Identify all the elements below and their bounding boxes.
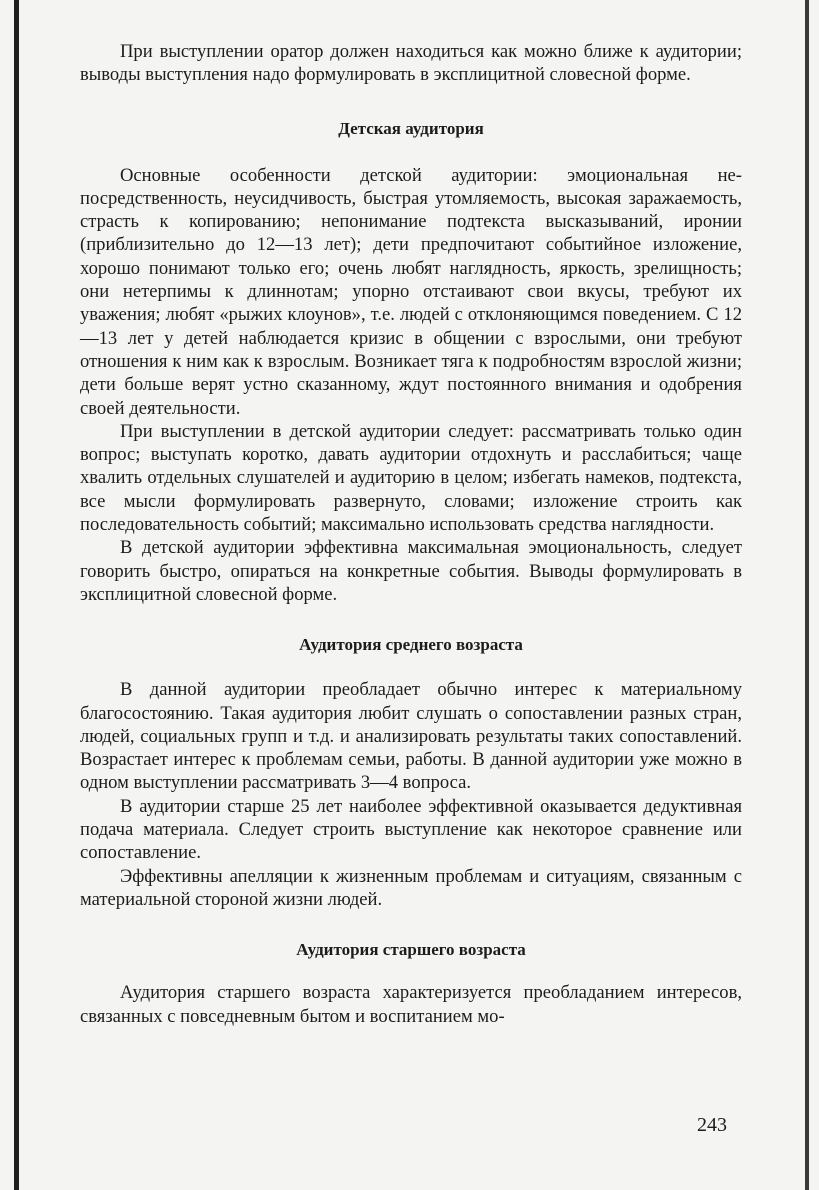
section-title-older-age: Аудитория старшего возраста [296, 940, 526, 960]
children-paragraph-2: При выступлении в детской аудитории следует: рассматривать только один вопрос; выступать коротко, давать аудитории отдохнуть и расслабиться; чаще хвалить отдельных слушателей и аудиторию в целом; избегать намеков, подтекста, все мысли формулировать развернуто, словами; изложение строить как последовательность событий; максимально использовать средства наглядности. [80, 420, 742, 536]
older-age-paragraph-1: Аудитория старшего возраста характеризуется преобладанием интересов, связанных с повседневным бытом и воспитанием мо- [80, 982, 742, 1027]
book-page [80, 40, 742, 1028]
scan-page-edge [805, 0, 809, 1190]
children-paragraph-1: Основные особенности детской аудитории: эмоциональная непосредственность, неусидчивость, быстрая утомляемость, высокая заражаемость, страсть к копированию; непонимание подтекста высказываний, иронии (приблизительно до 12—13 лет); дети предпочитают событийное изложение, хорошо понимают только его; очень любят наглядность, яркость, зрелищность; они нетерпимы к длиннотам; упорно отстаивают свои вкусы, требуют их уважения; любят «рыжих клоунов», т.е. людей с отклоняющимся поведением. С 12—13 лет у детей наблюдается кризис в общении с взрослыми, они требуют отношения к ним как к взрослым. Возникает тяга к подробностям взрослой жизни; дети больше верят устно сказанному, ждут постоянного внимания и одобрения своей деятельности. [80, 164, 742, 419]
scan-binding-edge [14, 0, 19, 1190]
middle-age-paragraph-2: В аудитории старше 25 лет наиболее эффективной оказывается дедуктивная подача материала. Следует строить выступление как некоторое сравнение или сопоставление. [80, 795, 742, 864]
middle-age-paragraph-1: В данной аудитории преобладает обычно интерес к материальному благосостоянию. Такая аудитория любит слушать о сопоставлении разных стран, людей, социальных групп и т.д. и анализировать результаты таких сопоставлений. Возрастает интерес к проблемам семьи, работы. В данной аудитории уже можно в одном выступлении рассматривать 3—4 вопроса. [80, 679, 742, 794]
section-title-children: Детская аудитория [338, 118, 484, 138]
intro-paragraph: При выступлении оратор должен находиться как можно ближе к аудитории; выводы выступления надо формулировать в эксплицитной словесной форме. [80, 41, 742, 86]
section-title-middle-age: Аудитория среднего возраста [299, 635, 523, 655]
page-number: 243 [697, 1114, 727, 1136]
children-paragraph-3: В детской аудитории эффективна максимальная эмоциональность, следует говорить быстро, опираться на конкретные события. Выводы формулировать в эксплицитной словесной форме. [80, 537, 742, 605]
middle-age-paragraph-3: Эффективны апелляции к жизненным проблемам и ситуациям, связанным с материальной стороной жизни людей. [80, 865, 742, 910]
